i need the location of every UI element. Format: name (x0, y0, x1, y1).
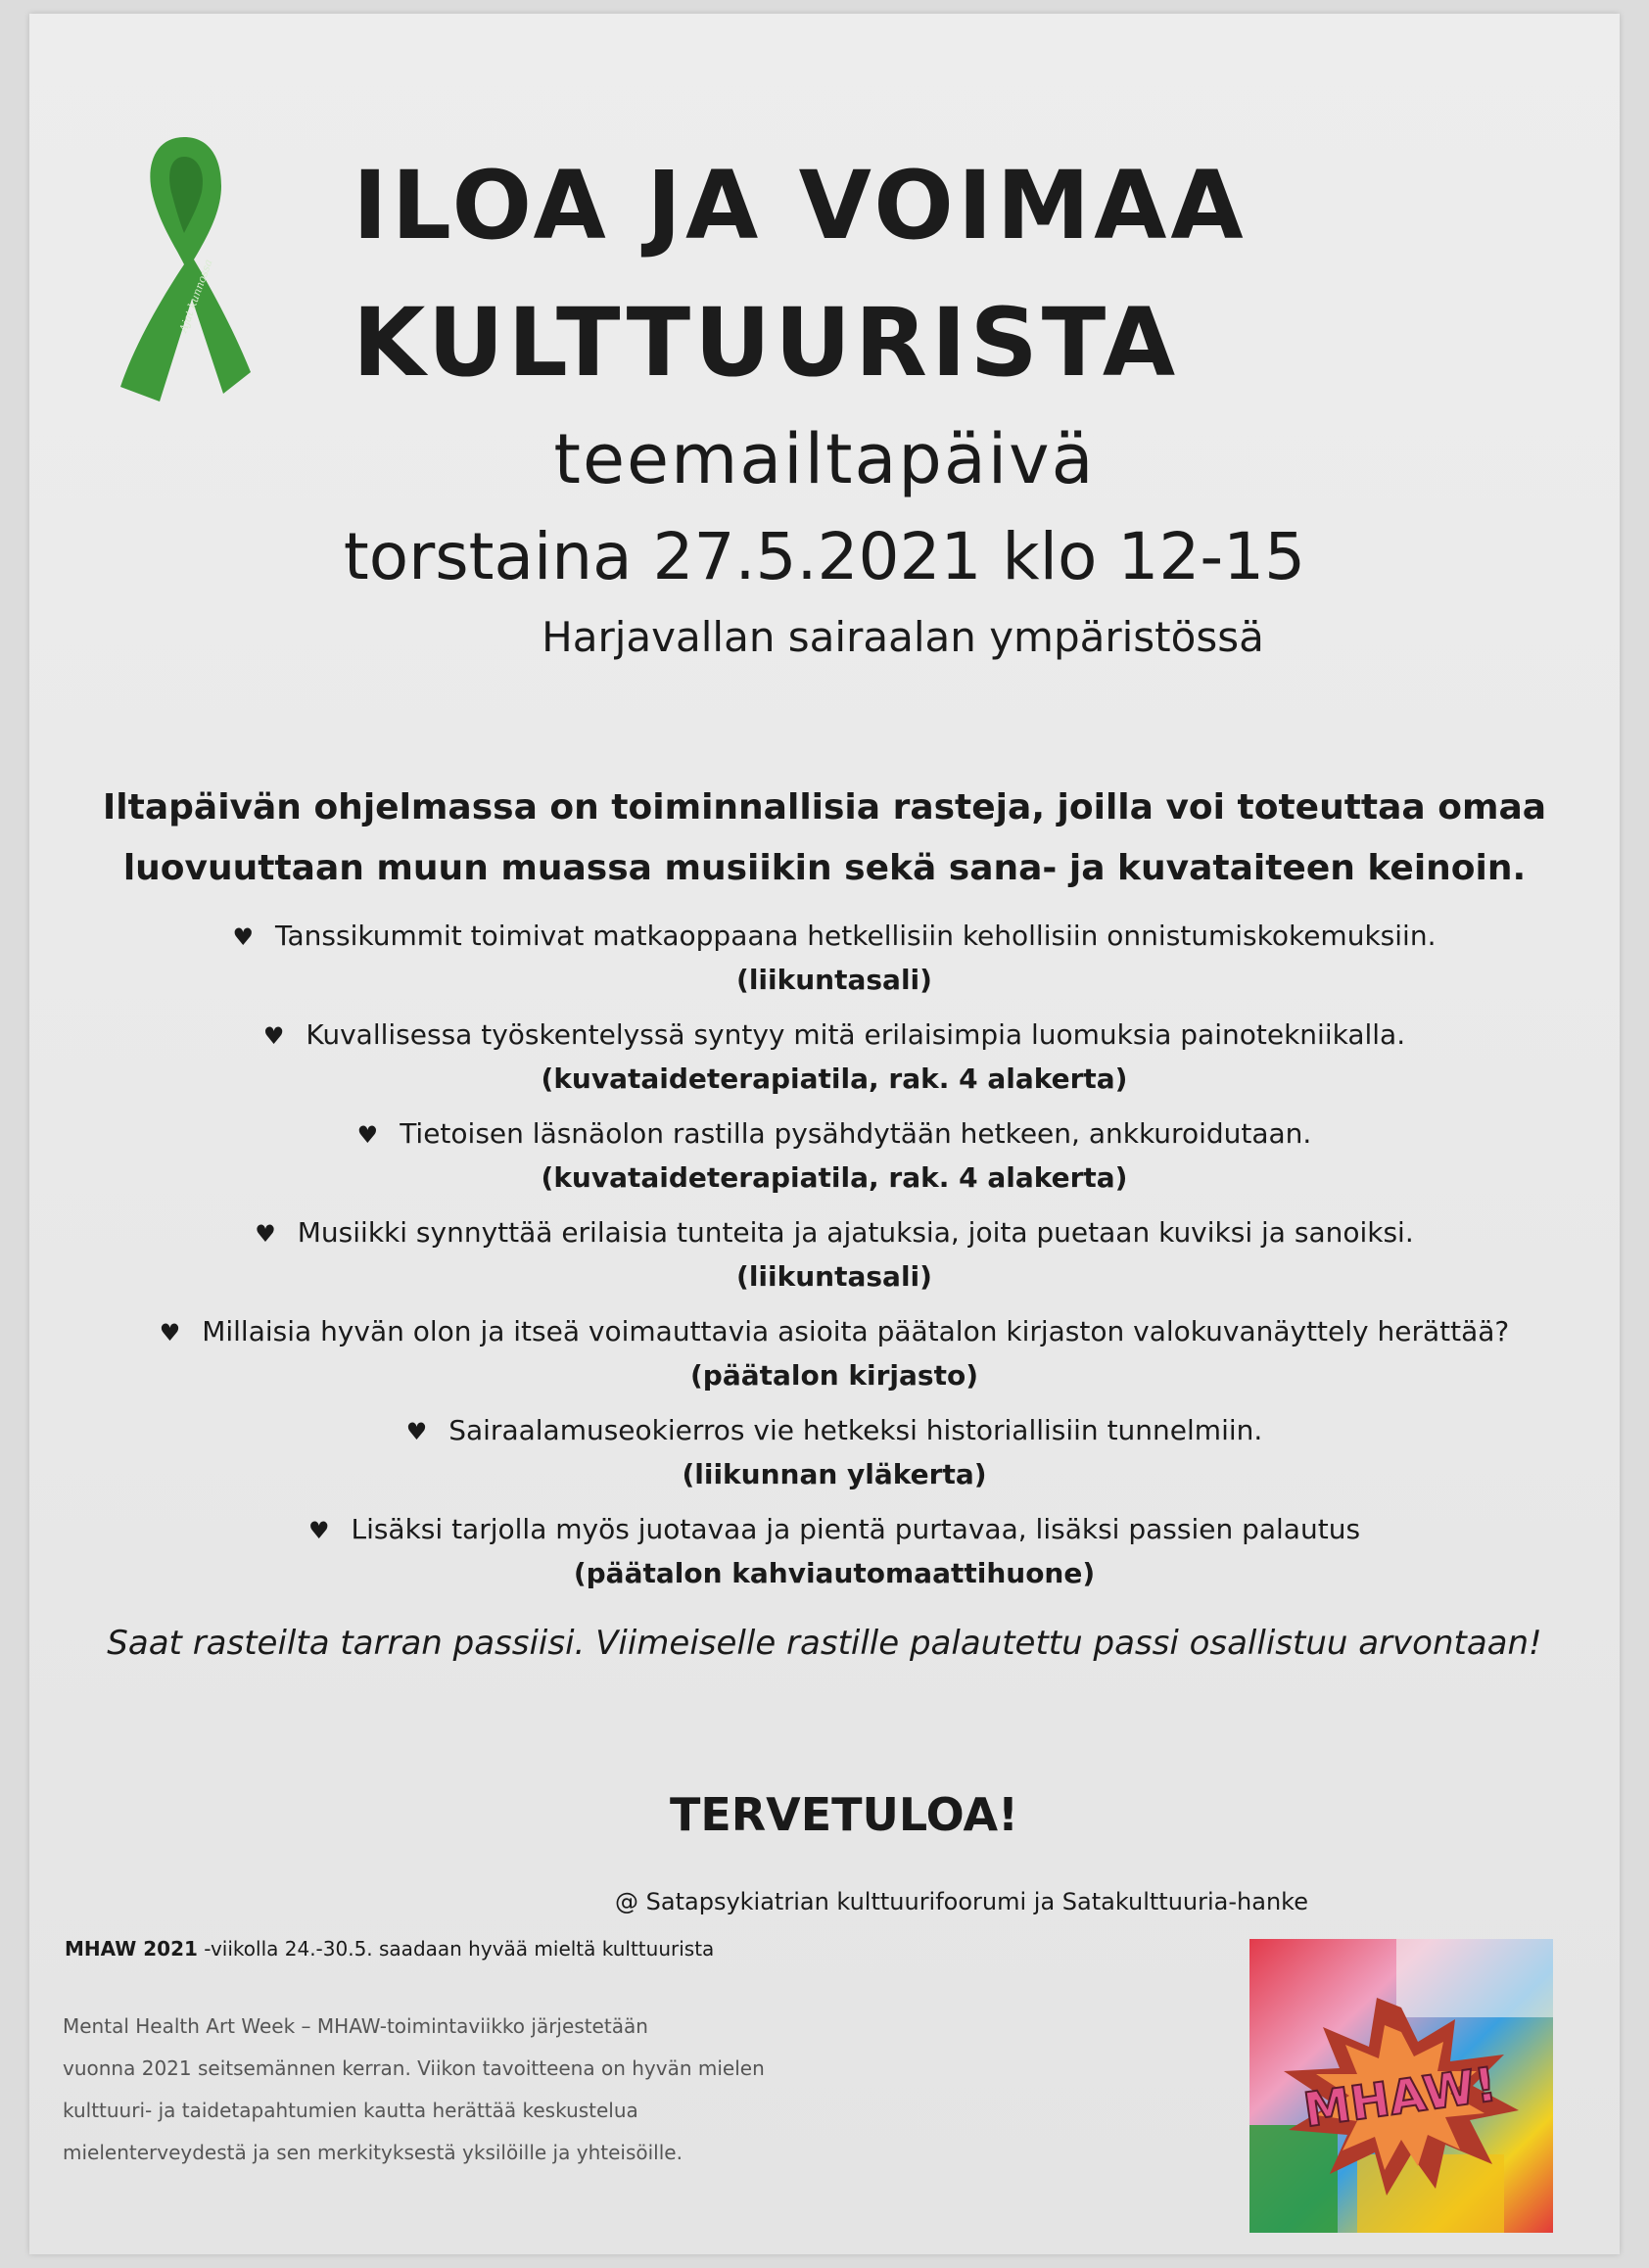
page-title (0, 137, 1649, 411)
station-location: (liikunnan yläkerta) (682, 1458, 987, 1490)
station-list (78, 915, 1590, 1607)
heart-bullet-icon: ♥ (405, 1418, 428, 1445)
organizer-credits: @ Satapsykiatrian kulttuurifoorumi ja Satakulttuuria-hanke (615, 1888, 1308, 1915)
mhaw-description (63, 2006, 866, 2174)
heart-bullet-icon: ♥ (356, 1121, 379, 1149)
station-item (78, 1508, 1590, 1595)
station-location: (liikuntasali) (736, 1260, 932, 1293)
station-description: Tanssikummit toimivat matkaoppaana hetkellisiin kehollisiin onnistumiskokemuksiin. (275, 920, 1437, 952)
intro-text: Iltapäivän ohjelmassa on toiminnallisia rasteja, joilla voi toteuttaa omaa luovuuttaan muun muassa musiikin sekä sana- ja kuvataiteen keinoin. (102, 787, 1547, 888)
heart-bullet-icon: ♥ (159, 1319, 181, 1347)
title-line-1: ILOA JA VOIMAA (353, 151, 1248, 260)
station-location: (liikuntasali) (736, 964, 932, 996)
heart-bullet-icon: ♥ (307, 1517, 330, 1544)
title-line-2: KULTTUURISTA (353, 288, 1180, 398)
station-description: Lisäksi tarjolla myös juotavaa ja pientä purtavaa, lisäksi passien palautus (351, 1513, 1361, 1545)
heart-bullet-icon: ♥ (262, 1022, 285, 1050)
station-item (78, 1211, 1590, 1299)
heart-bullet-icon: ♥ (255, 1220, 276, 1248)
station-location: (päätalon kahviautomaattihuone) (573, 1557, 1096, 1589)
station-location: (kuvataideterapiatila, rak. 4 alakerta) (541, 1063, 1128, 1095)
logo-text: MHAW! (1300, 2056, 1500, 2139)
station-item (78, 1409, 1590, 1496)
mhaw-year-label: MHAW 2021 (65, 1937, 198, 1961)
subtitle: teemailtapäivä (553, 419, 1096, 499)
station-description: Musiikki synnyttää erilaisia tunteita ja ajatuksia, joita puetaan kuviksi ja sanoiksi. (297, 1216, 1414, 1249)
station-item (78, 1310, 1590, 1397)
station-description: Kuvallisessa työskentelyssä syntyy mitä erilaisimpia luomuksia painotekniikalla. (306, 1018, 1406, 1051)
event-place: Harjavallan sairaalan ympäristössä (542, 613, 1264, 661)
station-location: (päätalon kirjasto) (689, 1359, 979, 1392)
station-description: Tietoisen läsnäolon rastilla pysähdytään hetkeen, ankkuroidutaan. (400, 1117, 1312, 1150)
about-line: kulttuuri- ja taidetapahtumien kautta herättää keskustelua (63, 2099, 638, 2122)
about-line: mielenterveydestä ja sen merkityksestä yksilöille ja yhteisöille. (63, 2141, 683, 2164)
station-item (78, 1014, 1590, 1101)
station-location: (kuvataideterapiatila, rak. 4 alakerta) (541, 1161, 1128, 1194)
about-line: Mental Health Art Week – MHAW-toimintaviikko järjestetään (63, 2014, 648, 2038)
station-description: Millaisia hyvän olon ja itseä voimauttavia asioita päätalon kirjaston valokuvanäyttely herättää? (202, 1315, 1510, 1347)
ribbon-text: Ajat kunnossa (176, 258, 215, 335)
closing-note: Saat rasteilta tarran passiisi. Viimeiselle rastille palautettu passi osallistuu arvontaan! (107, 1624, 1542, 1663)
event-date: torstaina 27.5.2021 klo 12-15 (343, 519, 1306, 594)
station-item (78, 915, 1590, 1002)
heart-bullet-icon: ♥ (232, 923, 255, 951)
mhaw-week-line (65, 1937, 714, 1961)
mhaw-week-text: -viikolla 24.-30.5. saadaan hyvää mieltä kulttuurista (197, 1937, 715, 1961)
station-item (78, 1112, 1590, 1200)
mhaw-logo (1249, 1939, 1553, 2233)
about-line: vuonna 2021 seitsemännen kerran. Viikon tavoitteena on hyvän mielen (63, 2056, 765, 2080)
welcome-heading: TERVETULOA! (669, 1788, 1019, 1841)
station-description: Sairaalamuseokierros vie hetkeksi historiallisiin tunnelmiin. (448, 1414, 1263, 1446)
